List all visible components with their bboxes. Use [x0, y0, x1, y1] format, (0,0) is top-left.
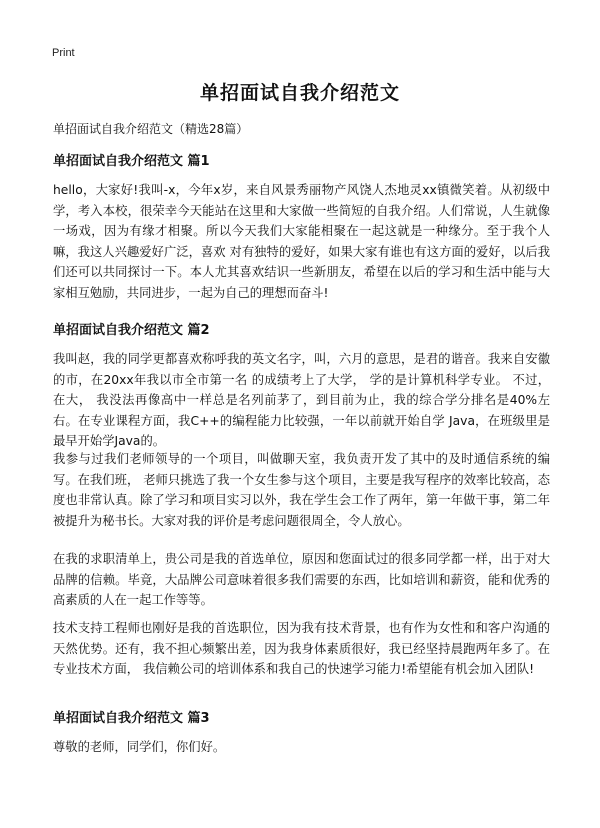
section-2-heading: 单招面试自我介绍范文 篇2 — [53, 323, 210, 338]
section-1-paragraph-1: hello，大家好!我叫-x，今年x岁，来自风景秀丽物产风饶人杰地灵xx镇微笑着。从初级中学，考入本校，很荣幸今天能站在这里和大家做一些简短的自我介绍。人们常说，人生就像一场戏，因为有缘才相聚。所以今天我们大家能相聚在一起这就是一种缘分。至于我个人嘛，我这人兴趣爱好广泛，喜欢 对有独特的爱好，如果大家有谁也有这方面的爱好，以后我们还可以共同探讨一下。本人尤其喜欢结识一些新朋友，希望在以后的学习和生活中能与大家相互勉励，共同进步，一起为自己的理想而奋斗! — [53, 183, 550, 300]
section-2-paragraph-1: 我叫赵，我的同学更都喜欢称呼我的英文名字，叫，六月的意思，是君的谐音。我来自安徽的市，在20xx年我以市全市第一名 的成绩考上了大学， 学的是计算机科学专业。 不过， 在大， 我没法再像高中一样总是名列前茅了，到目前为止，我的综合学分排名是40%左右。在专业课程方面，我C++的编程能力比较强，一年以前就开始自学 Java，在班级里是最早开始学Java的。 — [53, 352, 550, 448]
document-subtitle: 单招面试自我介绍范文（精选28篇） — [53, 122, 249, 136]
section-1-heading: 单招面试自我介绍范文 篇1 — [53, 154, 210, 169]
section-3-heading: 单招面试自我介绍范文 篇3 — [53, 711, 210, 726]
section-2-paragraph-4: 技术支持工程师也刚好是我的首选职位，因为我有技术背景，也有作为女性和和客户沟通的天然优势。还有，我不担心频繁出差，因为我身体素质很好，我已经坚持晨跑两年多了。在专业技术方面， 我信赖公司的培训体系和我自己的快速学习能力!希望能有机会加入团队! — [53, 621, 550, 676]
section-2-paragraph-3: 在我的求职清单上，贵公司是我的首选单位，原因和您面试过的很多同学都一样，出于对大品牌的信赖。毕竟，大品牌公司意味着很多我们需要的东西，比如培训和薪资，能和优秀的高素质的人在一起工作等等。 — [53, 552, 550, 607]
print-link[interactable]: Print — [52, 47, 75, 59]
section-3-paragraph-1: 尊敬的老师，同学们，你们好。 — [53, 740, 226, 754]
page-title: 单招面试自我介绍范文 — [199, 82, 400, 104]
section-2-paragraph-2: 我参与过我们老师领导的一个项目，叫做聊天室，我负责开发了其中的及时通信系统的编写。在我们班， 老师只挑选了我一个女生参与这个项目，主要是我写程序的效率比较高，态度也非常认真。除了学习和项目实习以外，我在学生会工作了两年，第一年做干事，第二年被提升为秘书长。大家对我的评价是考虑问题很周全，令人放心。 — [53, 452, 550, 528]
